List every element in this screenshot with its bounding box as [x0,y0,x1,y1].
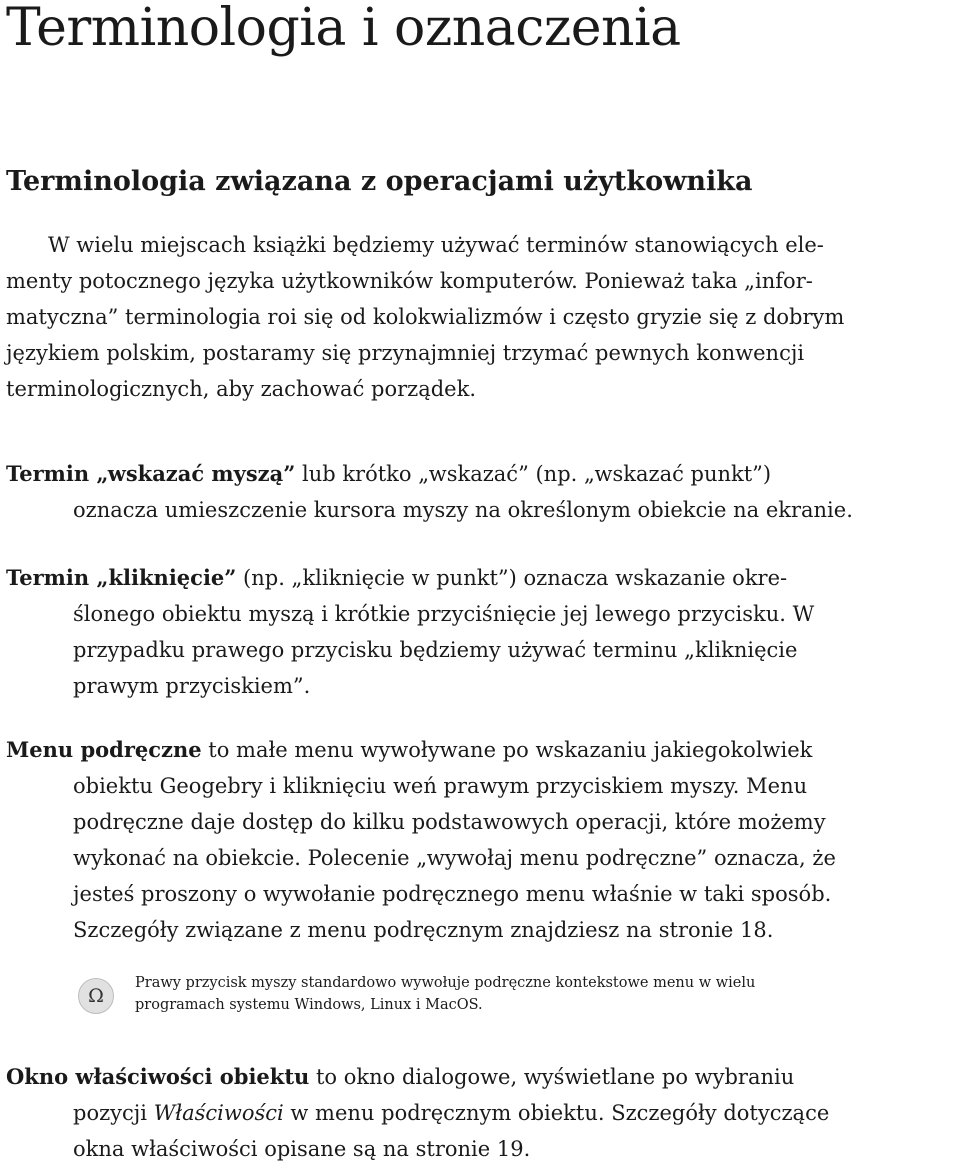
definition-line: Szczegóły związane z menu podręcznym znajdziesz na stronie 18. [73,918,774,942]
definition-line: podręczne daje dostęp do kilku podstawowych operacji, które możemy [73,810,826,834]
properties-menu-item-name: Właściwości [153,1101,284,1125]
definition-line [6,1095,958,1131]
intro-line: matyczna” terminologia roi się od kolokwializmów i często gryzie się z dobrym [6,305,845,329]
definition-text: (np. „kliknięcie w punkt”) oznacza wskazanie okre- [236,566,788,590]
definition-line: przypadku prawego przycisku będziemy używać terminu „kliknięcie [73,638,798,662]
definition-term: Termin „wskazać myszą” [6,461,296,486]
intro-line: W wielu miejscach książki będziemy używać terminów stanowiących ele- [48,233,824,257]
definition-point-with-mouse [6,456,958,528]
definition-line: wykonać na obiekcie. Polecenie „wywołaj menu podręczne” oznacza, że [73,846,836,870]
definition-first-line [6,732,958,768]
definition-first-line [6,560,958,596]
definition-term: Menu podręczne [6,737,202,762]
definition-properties-window [6,1059,958,1167]
note-text [135,972,945,1016]
definition-text: to okno dialogowe, wyświetlane po wybraniu [309,1065,795,1089]
definition-line: obiektu Geogebry i kliknięciu weń prawym przyciskiem myszy. Menu [73,774,808,798]
definition-line: oznacza umieszczenie kursora myszy na określonym obiekcie na ekranie. [73,498,853,522]
definition-term: Okno właściwości obiektu [6,1064,310,1089]
definition-click [6,560,958,704]
definition-text: w menu podręcznym obiektu. Szczegóły dotyczące [283,1101,830,1125]
definition-text: pozycji [73,1101,154,1125]
definition-line: prawym przyciskiem”. [73,674,311,698]
definition-text: to małe menu wywoływane po wskazaniu jakiegokolwiek [201,738,813,762]
note-line: programach systemu Windows, Linux i MacOS. [135,997,483,1013]
definition-first-line [6,1059,958,1095]
definition-line: jesteś proszony o wywołanie podręcznego menu właśnie w taki sposób. [73,882,832,906]
intro-line: językiem polskim, postaramy się przynajmniej trzymać pewnych konwencji [6,341,805,365]
definition-line: okna właściwości opisane są na stronie 19. [73,1137,531,1161]
definition-text: lub krótko „wskazać” (np. „wskazać punkt”) [295,462,772,486]
intro-line: terminologicznych, aby zachować porządek. [6,377,476,401]
chapter-title: Terminologia i oznaczenia [6,0,681,58]
omega-icon: Ω [78,978,114,1014]
definition-context-menu [6,732,958,948]
intro-line: menty potocznego języka użytkowników komputerów. Ponieważ taka „infor- [6,269,813,293]
definition-first-line [6,456,958,492]
intro-paragraph [6,227,956,407]
section-title: Terminologia związana z operacjami użytkownika [6,166,753,197]
note-line: Prawy przycisk myszy standardowo wywołuje podręczne kontekstowe menu w wielu [135,975,756,991]
definition-line: ślonego obiektu myszą i krótkie przyciśnięcie jej lewego przycisku. W [73,602,815,626]
definition-term: Termin „kliknięcie” [6,565,237,590]
